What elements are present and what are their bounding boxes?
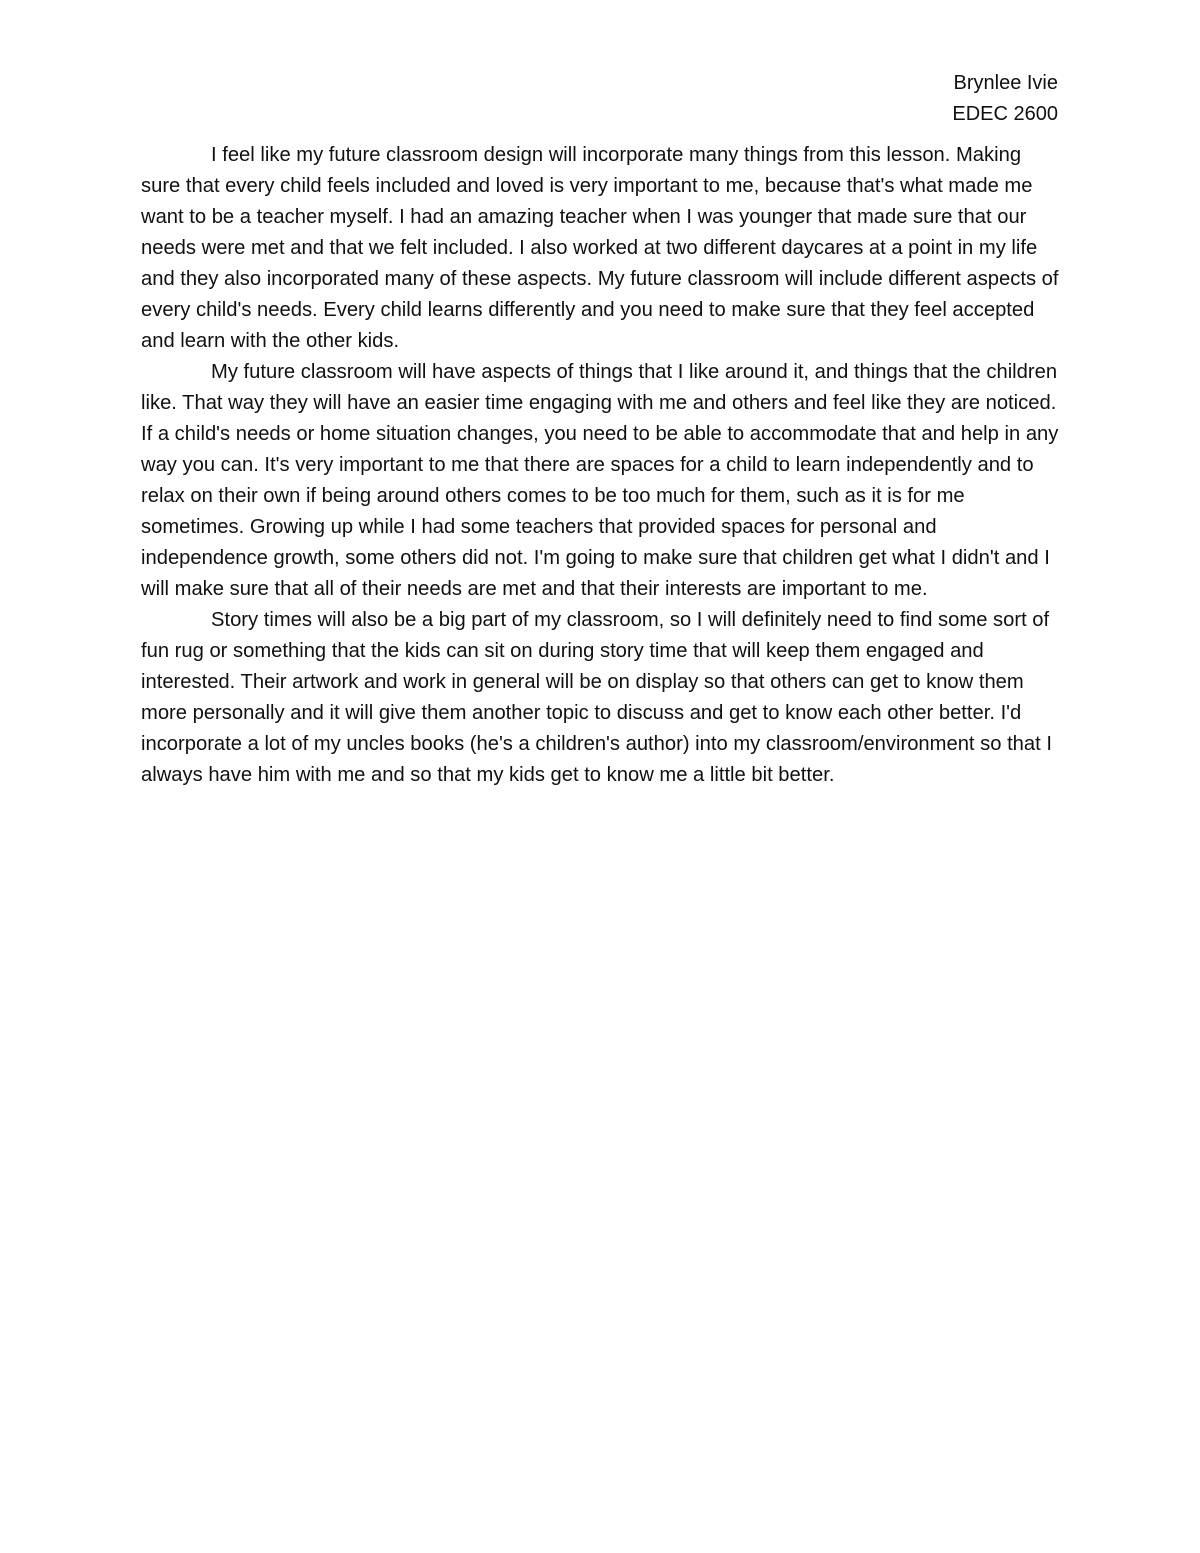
document-header <box>952 68 1058 130</box>
course-code: EDEC 2600 <box>952 103 1058 125</box>
author-name: Brynlee Ivie <box>953 72 1058 94</box>
paragraph-2: My future classroom will have aspects of things that I like around it, and things that the children like. That way they will have an easier time engaging with me and others and feel like they are noticed. If a child's needs or home situation changes, you need to be able to accommodate that and help in any way you can. It's very important to me that there are spaces for a child to learn independently and to relax on their own if being around others comes to be too much for them, such as it is for me sometimes. Growing up while I had some teachers that provided spaces for personal and independence growth, some others did not. I'm going to make sure that children get what I didn't and I will make sure that all of their needs are met and that their interests are important to me. <box>141 361 1059 600</box>
essay-body <box>141 140 1063 791</box>
paragraph-1: I feel like my future classroom design will incorporate many things from this lesson. Making sure that every child feels included and loved is very important to me, because that's what made me want to be a teacher myself. I had an amazing teacher when I was younger that made sure that our needs were met and that we felt included. I also worked at two different daycares at a point in my life and they also incorporated many of these aspects. My future classroom will include different aspects of every child's needs. Every child learns differently and you need to make sure that they feel accepted and learn with the other kids. <box>141 144 1059 352</box>
paragraph-3: Story times will also be a big part of my classroom, so I will definitely need to find some sort of fun rug or something that the kids can sit on during story time that will keep them engaged and interested. Their artwork and work in general will be on display so that others can get to know them more personally and it will give them another topic to discuss and get to know each other better. I'd incorporate a lot of my uncles books (he's a children's author) into my classroom/environment so that I always have him with me and so that my kids get to know me a little bit better. <box>141 609 1052 786</box>
